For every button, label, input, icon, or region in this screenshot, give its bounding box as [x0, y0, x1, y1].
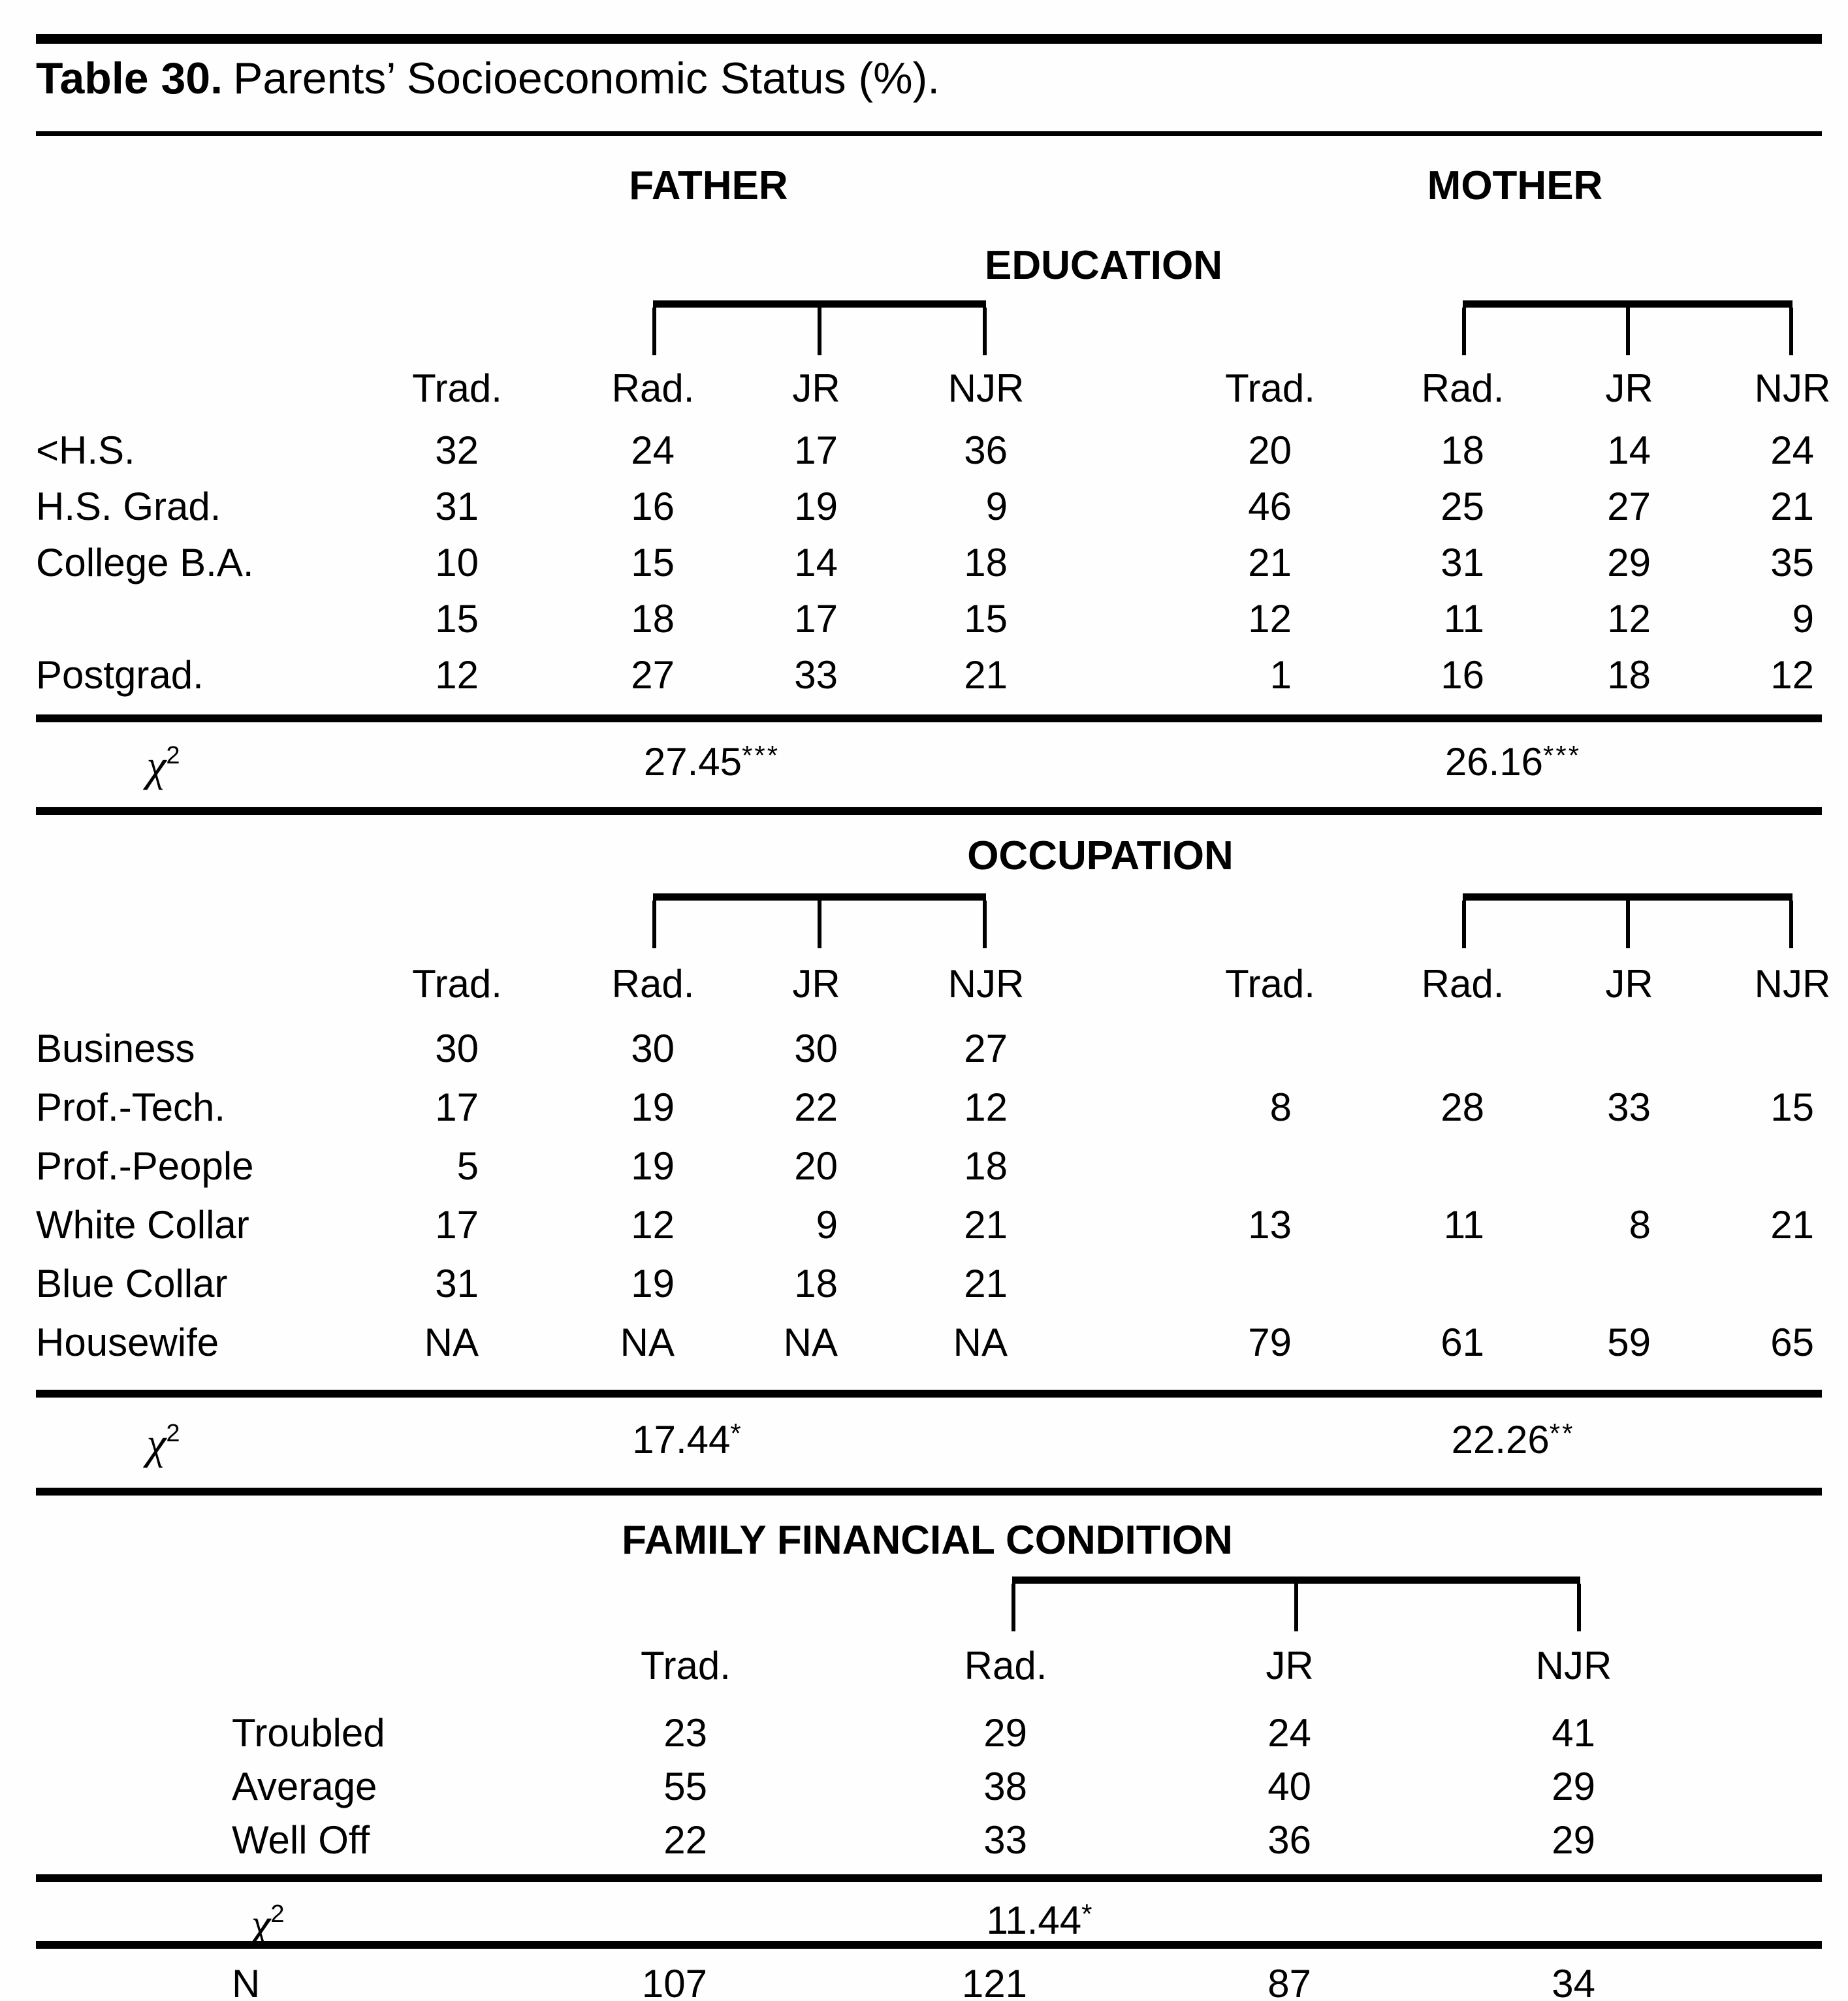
row-label: Business: [36, 1027, 195, 1070]
data-cell: 30: [435, 1027, 479, 1070]
table-row: [36, 543, 1848, 583]
table-title-text: Parents’ Socioeconomic Status (%).: [232, 54, 940, 103]
data-cell: 41: [1552, 1711, 1595, 1755]
row-label: <H.S.: [36, 428, 135, 472]
financial-bracket-shape: [1012, 1577, 1580, 1639]
parent-group-headers: [0, 165, 1848, 208]
data-cell: 17: [794, 428, 838, 472]
table-row: [36, 597, 1848, 641]
table-row: [36, 653, 1848, 697]
column-header: Rad.: [964, 1644, 1047, 1688]
chi-square-label: $\chi^2$: [146, 1418, 180, 1468]
data-cell: 36: [964, 428, 1008, 472]
education-chi-square-row: [0, 730, 1848, 790]
data-cell: 15: [631, 541, 675, 584]
data-cell: 31: [1441, 541, 1484, 584]
table-row: [36, 1711, 1848, 1755]
chi-square-label: $\chi^2$: [146, 741, 180, 790]
data-cell: 29: [1552, 1818, 1595, 1862]
mother-bracket: [1463, 893, 1792, 955]
group-gap: [1603, 1821, 1822, 1860]
data-cell: 16: [1441, 653, 1484, 697]
data-cell: 33: [794, 653, 838, 697]
column-header: NJR: [948, 366, 1025, 410]
data-cell: 21: [964, 653, 1008, 697]
column-header: Trad.: [641, 1644, 731, 1688]
table-row: [36, 1767, 1848, 1806]
data-cell: 17: [435, 1203, 479, 1247]
data-cell: 27: [964, 1027, 1008, 1070]
group-gap: [1015, 1029, 1133, 1068]
financial-bracket: [0, 1577, 1848, 1635]
bracket-tick: [818, 308, 821, 355]
financial-chi-square-row: [0, 1889, 1848, 1949]
data-cell: 10: [435, 541, 479, 584]
data-cell: 27: [1607, 485, 1651, 528]
data-cell: [1133, 1264, 1299, 1304]
data-cell: [1492, 1264, 1659, 1304]
row-label: [36, 600, 323, 639]
data-cell: 19: [631, 1262, 675, 1305]
data-cell: [1299, 1264, 1492, 1304]
row-label: Troubled: [232, 1711, 385, 1755]
bracket-tick: [1626, 901, 1630, 948]
data-cell: [1299, 1147, 1492, 1186]
row-label: Prof.-Tech.: [36, 1085, 226, 1129]
group-gap: [1015, 600, 1133, 639]
table-row: [36, 1029, 1848, 1068]
divider: [36, 131, 1822, 136]
data-cell: 29: [983, 1711, 1027, 1755]
data-cell: 9: [816, 1203, 838, 1247]
data-cell: 36: [1267, 1818, 1311, 1862]
chi-square-value-mother: 22.26**: [1451, 1418, 1575, 1462]
data-cell: 22: [794, 1085, 838, 1129]
father-bracket: [653, 300, 986, 362]
table-title: [36, 56, 1822, 101]
data-cell: 12: [435, 653, 479, 697]
column-header: JR: [1266, 1644, 1314, 1688]
data-cell: NA: [953, 1321, 1008, 1364]
group-gap: [1015, 1147, 1133, 1186]
table-row: [36, 1264, 1848, 1304]
data-cell: 12: [1770, 653, 1814, 697]
data-cell: 33: [1607, 1085, 1651, 1129]
data-cell: 27: [631, 653, 675, 697]
data-cell: 21: [964, 1262, 1008, 1305]
data-cell: 17: [435, 1085, 479, 1129]
data-cell: 14: [794, 541, 838, 584]
data-cell: 12: [1248, 597, 1292, 641]
section-heading-financial: FAMILY FINANCIAL CONDITION: [622, 1518, 1233, 1563]
chi-square-value-father: 27.45***: [643, 740, 780, 784]
column-header: Rad.: [1421, 962, 1505, 1006]
data-cell: 12: [631, 1203, 675, 1247]
divider: [36, 1390, 1822, 1398]
data-cell: 18: [794, 1262, 838, 1305]
section-heading-education: EDUCATION: [985, 243, 1222, 288]
row-label: White Collar: [36, 1203, 249, 1247]
column-header: Trad.: [412, 962, 502, 1006]
section-heading-occupation: OCCUPATION: [967, 833, 1234, 878]
occupation-brackets: [0, 893, 1848, 952]
row-label: Average: [232, 1765, 377, 1808]
data-cell: 24: [631, 428, 675, 472]
data-cell: 11: [1443, 597, 1484, 641]
column-header: Rad.: [1421, 366, 1505, 410]
group-gap: [1015, 656, 1133, 695]
data-cell: 21: [1770, 1203, 1814, 1247]
financial-column-headers: [0, 1644, 1848, 1688]
father-group-header: FATHER: [629, 163, 788, 208]
divider: [36, 714, 1822, 722]
divider: [36, 1941, 1822, 1949]
table-row: [36, 428, 1848, 472]
group-gap: [1015, 1323, 1133, 1362]
data-cell: 30: [631, 1027, 675, 1070]
data-cell: [1133, 1029, 1299, 1068]
data-cell: 19: [631, 1144, 675, 1188]
education-column-headers: [0, 367, 1848, 410]
data-cell: 21: [964, 1203, 1008, 1247]
column-header: JR: [792, 366, 840, 410]
data-cell: [1133, 1147, 1299, 1186]
group-gap: [1015, 487, 1133, 526]
data-cell: 16: [631, 485, 675, 528]
data-cell: 13: [1248, 1203, 1292, 1247]
data-cell: 40: [1267, 1765, 1311, 1808]
financial-rows: [0, 1711, 1848, 1862]
data-cell: 17: [794, 597, 838, 641]
data-cell: 18: [1441, 428, 1484, 472]
occupation-column-headers: [0, 963, 1848, 1006]
data-cell: 46: [1248, 485, 1292, 528]
data-cell: 61: [1441, 1321, 1484, 1364]
data-cell: 1: [1269, 653, 1292, 697]
table-number: Table 30.: [36, 54, 223, 103]
data-cell: 15: [1770, 1085, 1814, 1129]
education-brackets: [0, 300, 1848, 359]
n-value: 87: [1267, 1962, 1311, 2001]
row-label: Prof.-People: [36, 1144, 254, 1188]
data-cell: 18: [964, 1144, 1008, 1188]
column-header: NJR: [1535, 1644, 1612, 1688]
data-cell: 28: [1441, 1085, 1484, 1129]
data-cell: 8: [1629, 1203, 1651, 1247]
father-bracket: [653, 893, 986, 955]
column-header: Trad.: [1225, 962, 1315, 1006]
table-row: [36, 487, 1848, 526]
data-cell: 59: [1607, 1321, 1651, 1364]
data-cell: 65: [1770, 1321, 1814, 1364]
data-cell: NA: [783, 1321, 838, 1364]
data-cell: 24: [1267, 1711, 1311, 1755]
data-cell: 18: [964, 541, 1008, 584]
occupation-rows: [0, 1029, 1848, 1362]
data-cell: 25: [1441, 485, 1484, 528]
chi-square-value-mother: 26.16***: [1444, 740, 1582, 784]
group-gap: [1015, 431, 1133, 470]
data-cell: 21: [1770, 485, 1814, 528]
table-row: [36, 1085, 1848, 1129]
chi-square-value: 11.44*: [986, 1898, 1094, 1942]
data-cell: 12: [1607, 597, 1651, 641]
n-value: 107: [641, 1962, 707, 2001]
data-cell: 79: [1248, 1321, 1292, 1364]
data-cell: 20: [794, 1144, 838, 1188]
table-row: [36, 1144, 1848, 1188]
column-header: NJR: [1754, 366, 1831, 410]
column-header: JR: [1605, 962, 1653, 1006]
bracket-tick: [818, 901, 821, 948]
column-header: Trad.: [1225, 366, 1315, 410]
bracket-tick: [1294, 1584, 1298, 1631]
data-cell: 19: [631, 1085, 675, 1129]
group-gap: [1015, 543, 1133, 583]
row-label: College B.A.: [36, 541, 254, 584]
data-cell: 8: [1269, 1085, 1292, 1129]
table-row: [36, 1818, 1848, 1862]
table-row: [36, 1203, 1848, 1247]
group-gap: [1015, 1206, 1133, 1245]
column-header: Rad.: [611, 366, 695, 410]
divider: [36, 1874, 1822, 1882]
row-label: H.S. Grad.: [36, 485, 221, 528]
group-gap: [1015, 1088, 1133, 1127]
data-cell: 14: [1607, 428, 1651, 472]
mother-group-header: MOTHER: [1427, 163, 1603, 208]
column-header: NJR: [948, 962, 1025, 1006]
chi-square-value-father: 17.44*: [632, 1418, 743, 1462]
group-gap: [1015, 1264, 1133, 1304]
data-cell: 15: [435, 597, 479, 641]
data-cell: 31: [435, 1262, 479, 1305]
data-cell: 15: [964, 597, 1008, 641]
divider: [36, 1488, 1822, 1496]
data-cell: 18: [1607, 653, 1651, 697]
group-gap: [1603, 1964, 1822, 2001]
column-header: Rad.: [611, 962, 695, 1006]
column-header: JR: [792, 962, 840, 1006]
group-gap: [1603, 1767, 1822, 1806]
data-cell: 33: [983, 1818, 1027, 1862]
data-cell: NA: [424, 1321, 479, 1364]
data-cell: 22: [663, 1818, 707, 1862]
data-cell: [1492, 1029, 1659, 1068]
data-cell: [1299, 1029, 1492, 1068]
data-cell: [1659, 1264, 1822, 1304]
chi-square-label: $\chi^2$: [251, 1899, 285, 1949]
sample-size-row: [36, 1964, 1848, 2001]
data-cell: [1492, 1147, 1659, 1186]
data-cell: 9: [1792, 597, 1814, 641]
column-header: JR: [1605, 366, 1653, 410]
n-value: 121: [961, 1962, 1027, 2001]
data-cell: 24: [1770, 428, 1814, 472]
data-cell: 23: [663, 1711, 707, 1755]
data-cell: [1659, 1029, 1822, 1068]
data-cell: 38: [983, 1765, 1027, 1808]
divider: [36, 807, 1822, 815]
bracket-tick: [1626, 308, 1630, 355]
data-cell: 11: [1443, 1203, 1484, 1247]
data-cell: 21: [1248, 541, 1292, 584]
top-rule: [36, 34, 1822, 44]
row-label: Blue Collar: [36, 1262, 228, 1305]
data-cell: 32: [435, 428, 479, 472]
data-cell: 9: [985, 485, 1008, 528]
data-cell: 35: [1770, 541, 1814, 584]
data-cell: [1659, 1147, 1822, 1186]
data-cell: 20: [1248, 428, 1292, 472]
data-cell: 29: [1552, 1765, 1595, 1808]
data-cell: 5: [456, 1144, 479, 1188]
occupation-chi-square-row: [0, 1408, 1848, 1468]
data-cell: 29: [1607, 541, 1651, 584]
row-label: Housewife: [36, 1321, 219, 1364]
n-value: 34: [1552, 1962, 1595, 2001]
data-cell: 12: [964, 1085, 1008, 1129]
row-label: Postgrad.: [36, 653, 204, 697]
data-cell: 30: [794, 1027, 838, 1070]
data-cell: NA: [620, 1321, 675, 1364]
column-header: Trad.: [412, 366, 502, 410]
column-header: NJR: [1754, 962, 1831, 1006]
data-cell: 19: [794, 485, 838, 528]
table-row: [36, 1323, 1848, 1362]
row-label: Well Off: [232, 1818, 370, 1862]
n-label: N: [232, 1962, 261, 2001]
group-gap: [1603, 1714, 1822, 1753]
data-cell: 55: [663, 1765, 707, 1808]
data-cell: 18: [631, 597, 675, 641]
education-rows: [0, 428, 1848, 697]
data-cell: 31: [435, 485, 479, 528]
mother-bracket: [1463, 300, 1792, 362]
